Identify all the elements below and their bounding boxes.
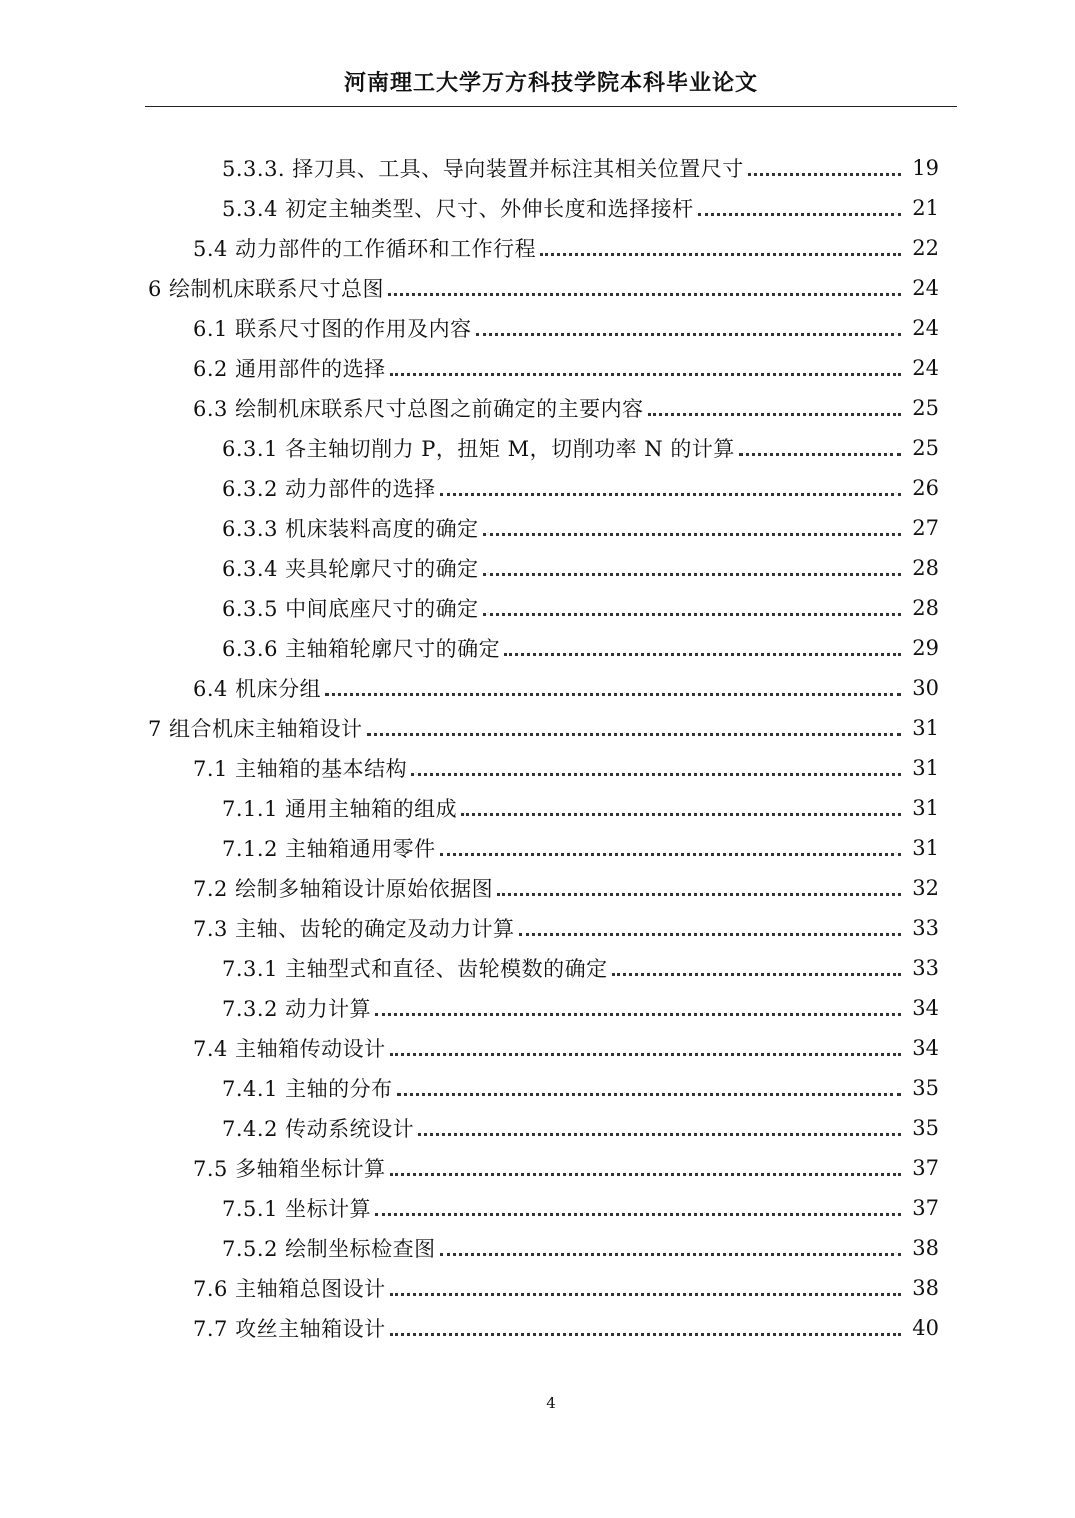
toc-entry-page: 31 bbox=[912, 756, 939, 780]
dot-leader bbox=[519, 932, 901, 936]
toc-entry[interactable] bbox=[0, 628, 1075, 668]
toc-entry-title: 7 组合机床主轴箱设计 bbox=[148, 717, 363, 741]
toc-entry[interactable] bbox=[0, 1188, 1075, 1228]
toc-entry-page: 31 bbox=[912, 836, 939, 860]
toc-entry-page: 28 bbox=[912, 556, 939, 580]
toc-entry[interactable] bbox=[0, 508, 1075, 548]
dot-leader bbox=[483, 532, 901, 536]
toc-entry-title: 7.1.2 主轴箱通用零件 bbox=[222, 837, 436, 861]
toc-entry-title: 6.4 机床分组 bbox=[193, 677, 322, 701]
toc-entry[interactable] bbox=[0, 548, 1075, 588]
toc-entry-title: 7.5 多轴箱坐标计算 bbox=[193, 1157, 386, 1181]
dot-leader bbox=[375, 1012, 901, 1016]
toc-entry-page: 31 bbox=[912, 716, 939, 740]
toc-entry-title: 7.4.1 主轴的分布 bbox=[222, 1077, 393, 1101]
toc-entry-title: 7.1 主轴箱的基本结构 bbox=[193, 757, 408, 781]
toc-entry[interactable] bbox=[0, 868, 1075, 908]
dot-leader bbox=[440, 852, 901, 856]
toc-entry[interactable] bbox=[0, 228, 1075, 268]
toc-entry[interactable] bbox=[0, 948, 1075, 988]
dot-leader bbox=[390, 1332, 901, 1336]
dot-leader bbox=[375, 1212, 901, 1216]
toc-entry-page: 22 bbox=[912, 236, 939, 260]
toc-entry-title: 6.3.1 各主轴切削力 P，扭矩 M，切削功率 N 的计算 bbox=[222, 437, 735, 461]
dot-leader bbox=[325, 692, 901, 696]
dot-leader bbox=[612, 972, 901, 976]
toc-entry-title: 7.7 攻丝主轴箱设计 bbox=[193, 1317, 386, 1341]
toc-entry[interactable] bbox=[0, 708, 1075, 748]
toc-entry-title: 7.1.1 通用主轴箱的组成 bbox=[222, 797, 458, 821]
table-of-contents bbox=[0, 148, 1075, 1348]
toc-entry-title: 6 绘制机床联系尺寸总图 bbox=[148, 277, 385, 301]
dot-leader bbox=[648, 412, 901, 416]
toc-entry-page: 31 bbox=[912, 796, 939, 820]
toc-entry[interactable] bbox=[0, 588, 1075, 628]
toc-entry[interactable] bbox=[0, 1068, 1075, 1108]
toc-entry-title: 7.5.2 绘制坐标检查图 bbox=[222, 1237, 436, 1261]
toc-entry[interactable] bbox=[0, 1308, 1075, 1348]
toc-entry[interactable] bbox=[0, 468, 1075, 508]
dot-leader bbox=[504, 652, 901, 656]
dot-leader bbox=[476, 332, 901, 336]
toc-entry-title: 6.1 联系尺寸图的作用及内容 bbox=[193, 317, 472, 341]
dot-leader bbox=[698, 212, 901, 216]
toc-entry-title: 6.3.5 中间底座尺寸的确定 bbox=[222, 597, 479, 621]
toc-entry-page: 25 bbox=[912, 436, 939, 460]
toc-entry[interactable] bbox=[0, 668, 1075, 708]
dot-leader bbox=[748, 172, 901, 176]
toc-entry-page: 24 bbox=[912, 356, 939, 380]
toc-entry-page: 25 bbox=[912, 396, 939, 420]
toc-entry-title: 6.3.3 机床装料高度的确定 bbox=[222, 517, 479, 541]
toc-entry[interactable] bbox=[0, 268, 1075, 308]
toc-entry-page: 27 bbox=[912, 516, 939, 540]
toc-entry[interactable] bbox=[0, 788, 1075, 828]
toc-entry-page: 19 bbox=[912, 156, 939, 180]
toc-entry-title: 5.3.3. 择刀具、工具、导向装置并标注其相关位置尺寸 bbox=[222, 157, 744, 181]
toc-entry-title: 5.3.4 初定主轴类型、尺寸、外伸长度和选择接杆 bbox=[222, 197, 694, 221]
toc-entry[interactable] bbox=[0, 428, 1075, 468]
toc-entry-page: 30 bbox=[912, 676, 939, 700]
toc-entry[interactable] bbox=[0, 308, 1075, 348]
toc-entry-title: 7.6 主轴箱总图设计 bbox=[193, 1277, 386, 1301]
toc-entry-page: 38 bbox=[912, 1236, 939, 1260]
toc-entry-page: 33 bbox=[912, 956, 939, 980]
dot-leader bbox=[390, 372, 901, 376]
dot-leader bbox=[390, 1292, 901, 1296]
toc-entry[interactable] bbox=[0, 148, 1075, 188]
toc-entry[interactable] bbox=[0, 188, 1075, 228]
toc-entry-page: 34 bbox=[912, 1036, 939, 1060]
toc-entry-title: 6.3 绘制机床联系尺寸总图之前确定的主要内容 bbox=[193, 397, 644, 421]
dot-leader bbox=[440, 1252, 901, 1256]
toc-entry-page: 26 bbox=[912, 476, 939, 500]
toc-entry-title: 7.3 主轴、齿轮的确定及动力计算 bbox=[193, 917, 515, 941]
toc-entry-title: 7.4.2 传动系统设计 bbox=[222, 1117, 415, 1141]
toc-entry[interactable] bbox=[0, 988, 1075, 1028]
toc-entry-title: 5.4 动力部件的工作循环和工作行程 bbox=[193, 237, 537, 261]
toc-entry[interactable] bbox=[0, 1148, 1075, 1188]
dot-leader bbox=[397, 1092, 901, 1096]
toc-entry[interactable] bbox=[0, 908, 1075, 948]
toc-entry[interactable] bbox=[0, 348, 1075, 388]
toc-entry-page: 34 bbox=[912, 996, 939, 1020]
toc-entry[interactable] bbox=[0, 828, 1075, 868]
toc-entry-title: 7.5.1 坐标计算 bbox=[222, 1197, 372, 1221]
toc-entry-page: 40 bbox=[912, 1316, 939, 1340]
toc-entry-page: 24 bbox=[912, 276, 939, 300]
toc-entry-page: 28 bbox=[912, 596, 939, 620]
dot-leader bbox=[497, 892, 901, 896]
toc-entry-page: 37 bbox=[912, 1196, 939, 1220]
toc-entry-title: 7.3.2 动力计算 bbox=[222, 997, 372, 1021]
toc-entry-title: 7.3.1 主轴型式和直径、齿轮模数的确定 bbox=[222, 957, 608, 981]
toc-entry-title: 6.2 通用部件的选择 bbox=[193, 357, 386, 381]
dot-leader bbox=[540, 252, 901, 256]
toc-entry-page: 21 bbox=[912, 196, 939, 220]
dot-leader bbox=[367, 732, 901, 736]
toc-entry[interactable] bbox=[0, 1028, 1075, 1068]
dot-leader bbox=[390, 1172, 901, 1176]
toc-entry[interactable] bbox=[0, 1108, 1075, 1148]
page-header bbox=[145, 70, 957, 107]
toc-entry-page: 24 bbox=[912, 316, 939, 340]
toc-entry-title: 6.3.2 动力部件的选择 bbox=[222, 477, 436, 501]
dot-leader bbox=[739, 452, 901, 456]
toc-entry-page: 33 bbox=[912, 916, 939, 940]
toc-entry-page: 35 bbox=[912, 1076, 939, 1100]
dot-leader bbox=[483, 612, 901, 616]
toc-entry-page: 38 bbox=[912, 1276, 939, 1300]
dot-leader bbox=[440, 492, 901, 496]
toc-entry-title: 7.4 主轴箱传动设计 bbox=[193, 1037, 386, 1061]
toc-entry-title: 6.3.4 夹具轮廓尺寸的确定 bbox=[222, 557, 479, 581]
dot-leader bbox=[388, 292, 901, 296]
dot-leader bbox=[461, 812, 901, 816]
dot-leader bbox=[483, 572, 901, 576]
document-title: 河南理工大学万方科技学院本科毕业论文 bbox=[343, 71, 758, 96]
page-number: 4 bbox=[546, 1394, 556, 1412]
toc-entry-page: 29 bbox=[912, 636, 939, 660]
toc-entry-page: 37 bbox=[912, 1156, 939, 1180]
toc-entry-title: 7.2 绘制多轴箱设计原始依据图 bbox=[193, 877, 494, 901]
toc-entry[interactable] bbox=[0, 748, 1075, 788]
toc-entry-title: 6.3.6 主轴箱轮廓尺寸的确定 bbox=[222, 637, 501, 661]
toc-entry[interactable] bbox=[0, 1268, 1075, 1308]
toc-entry-page: 32 bbox=[912, 876, 939, 900]
toc-entry[interactable] bbox=[0, 388, 1075, 428]
dot-leader bbox=[418, 1132, 901, 1136]
toc-entry-page: 35 bbox=[912, 1116, 939, 1140]
dot-leader bbox=[411, 772, 901, 776]
dot-leader bbox=[390, 1052, 901, 1056]
toc-entry[interactable] bbox=[0, 1228, 1075, 1268]
